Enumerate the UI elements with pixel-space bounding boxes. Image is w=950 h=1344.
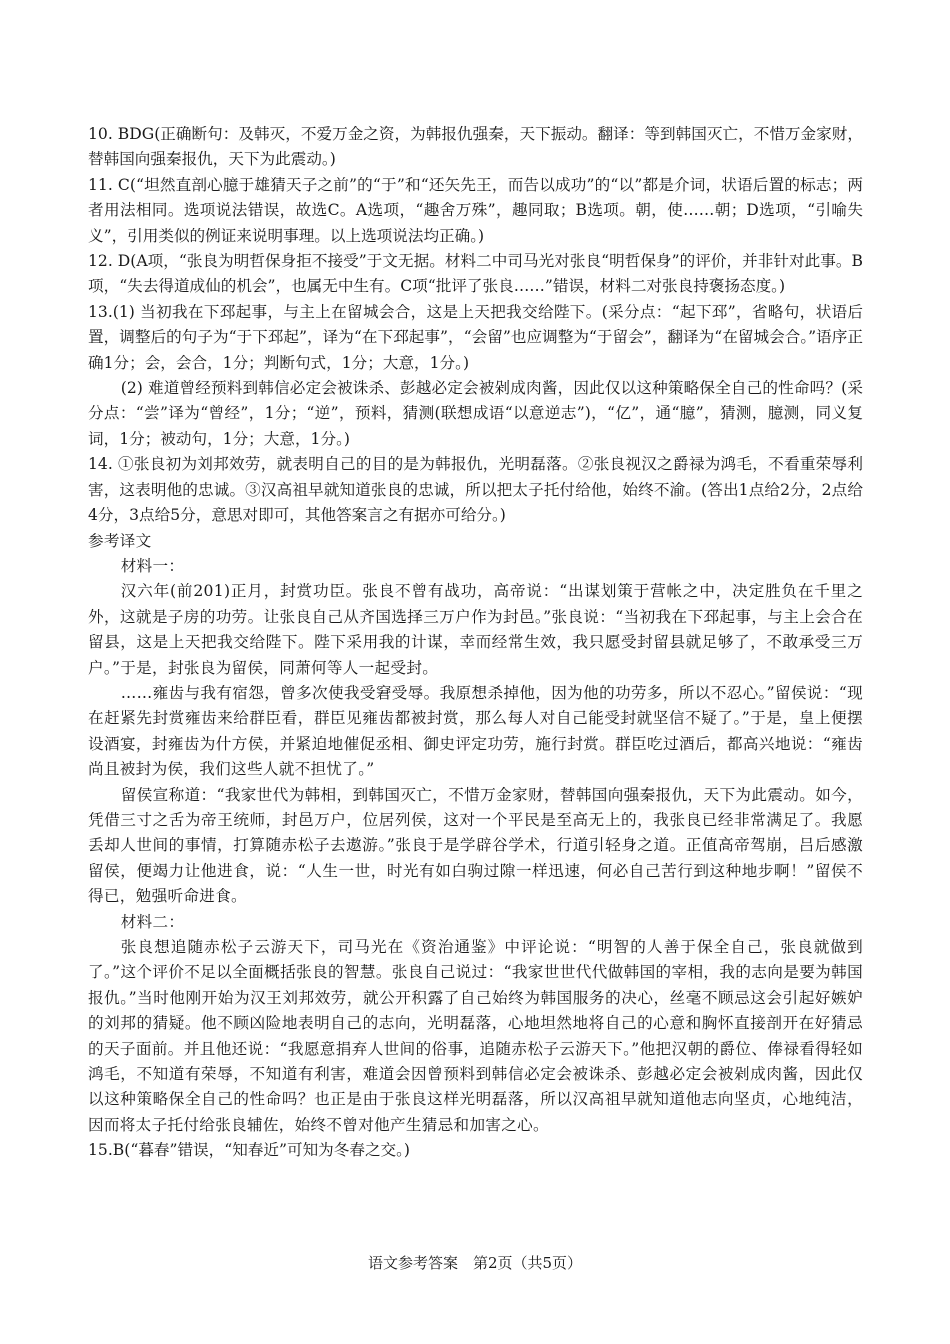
answer-q12: 12. D(A项，“张良为明哲保身拒不接受”于文无据。材料二中司马光对张良“明哲保身”的评价，并非针对此事。B项，“失去得道成仙的机会”，也属无中生有。C项“批评了张良……”错误，材料二对张良持褒扬态度。) bbox=[88, 252, 863, 296]
answer-page bbox=[88, 122, 863, 1164]
answer-q13-part1: 13.(1) 当初我在下邳起事，与主上在留城会合，这是上天把我交给陛下。(采分点：“起下邳”，省略句，状语后置，调整后的句子为“于下邳起”，译为“在下邳起事”，“会留”也应调整为“于留会”，翻译为“在留城会合。”语序正确1分；会，会合，1分；判断句式，1分；大意，1分。) bbox=[88, 302, 863, 372]
material-1-paragraph: ……雍齿与我有宿怨，曾多次使我受窘受辱。我原想杀掉他，因为他的功劳多，所以不忍心。”留侯说：“现在赶紧先封赏雍齿来给群臣看，群臣见雍齿都被封赏，那么每人对自己能受封就坚信不疑了。”于是，皇上便摆设酒宴，封雍齿为什方侯，并紧迫地催促丞相、御史评定功劳，施行封赏。群臣吃过酒后，都高兴地说：“雍齿尚且被封为侯，我们这些人就不担忧了。” bbox=[88, 683, 863, 779]
material-1-title: 材料一： bbox=[120, 556, 185, 575]
answer-q11: 11. C(“坦然直剖心臆于雄猜天子之前”的“于”和“还矢先王，而告以成功”的“以”都是介词，状语后置的标志；两者用法相同。选项说法错误，故选C。A选项，“趣舍万殊”，趣同取；B选项。朝，使……朝；D选项，“引喻失义”，引用类似的例证来说明事理。以上选项说法均正确。) bbox=[88, 175, 863, 245]
answer-q15: 15.B(“暮春”错误，“知春近”可知为冬春之交。) bbox=[88, 1141, 411, 1160]
material-1-paragraph: 汉六年(前201)正月，封赏功臣。张良不曾有战功，高帝说：“出谋划策于营帐之中，决定胜负在千里之外，这就是子房的功劳。让张良自己从齐国选择三万户作为封邑。”张良说：“当初我在下邳起事，与主上会合在留县，这是上天把我交给陛下。陛下采用我的计谋，幸而经常生效，我只愿受封留县就足够了，不敢承受三万户。”于是，封张良为留侯，同萧何等人一起受封。 bbox=[88, 582, 863, 677]
answer-q13-part2: (2) 难道曾经预料到韩信必定会被诛杀、彭越必定会被剁成肉酱，因此仅以这种策略保全自己的性命吗？(采分点：“尝”译为“曾经”，1分；“逆”，预料，猜测(联想成语“以意逆志”)，“亿”，通“臆”，猜测，臆测，同义复词，1分；被动句，1分；大意，1分。) bbox=[88, 379, 863, 448]
material-1-paragraph: 留侯宣称道：“我家世代为韩相，到韩国灭亡，不惜万金家财，替韩国向强秦报仇，天下为此震动。如今，凭借三寸之舌为帝王统师，封邑万户，位居列侯，这对一个平民是至高无上的，我张良已经非常满足了。我愿丢却人世间的事情，打算随赤松子去遨游。”张良于是学辟谷学术，行道引轻身之道。正值高帝驾崩，吕后感激留侯，便竭力让他进食，说：“人生一世，时光有如白驹过隙一样迅速，何必自己苦行到这种地步啊！”留侯不得已，勉强听命进食。 bbox=[88, 785, 863, 906]
page-footer: 语文参考答案 第2页（共5页） bbox=[367, 1254, 583, 1272]
reference-translation bbox=[88, 529, 863, 1139]
answer-q14: 14. ①张良初为刘邦效劳，就表明自己的目的是为韩报仇，光明磊落。②张良视汉之爵禄为鸿毛，不看重荣辱利害，这表明他的忠诚。③汉高祖早就知道张良的忠诚，所以把太子托付给他，始终不渝。(答出1点给2分，2点给4分，3点给5分，意思对即可，其他答案言之有据亦可给分。) bbox=[88, 455, 863, 525]
material-2-paragraph: 张良想追随赤松子云游天下，司马光在《资治通鉴》中评论说：“明智的人善于保全自己，张良就做到了。”这个评价不足以全面概括张良的智慧。张良自己说过：“我家世世代代做韩国的宰相，我的志向是要为韩国报仇。”当时他刚开始为汉王刘邦效劳，就公开积露了自己始终为韩国服务的决心，丝毫不顾忌这会引起好嫉妒的刘邦的猜疑。他不顾凶险地表明自己的志向，光明磊落，心地坦然地将自己的心意和胸怀直接剖开在好猜忌的天子面前。并且他还说：“我愿意捐弃人世间的俗事，追随赤松子云游天下。”他把汉朝的爵位、俸禄看得轻如鸿毛，不知道有荣辱，不知道有利害，难道会因曾预料到韩信必定会被诛杀、彭越必定会被剁成肉酱，因此仅以这种策略保全自己的性命吗？也正是由于张良这样光明磊落，所以汉高祖早就知道他志向坚贞，心地纯洁，因而将太子托付给张良辅佐，始终不曾对他产生猜忌和加害之心。 bbox=[88, 938, 863, 1134]
translation-heading: 参考译文 bbox=[88, 531, 152, 550]
material-2-title: 材料二： bbox=[120, 912, 185, 931]
answer-q10: 10. BDG(正确断句：及韩灭，不爱万金之资，为韩报仇强秦，天下振动。翻译：等到韩国灭亡，不惜万金家财，替韩国向强秦报仇，天下为此震动。) bbox=[88, 125, 863, 169]
